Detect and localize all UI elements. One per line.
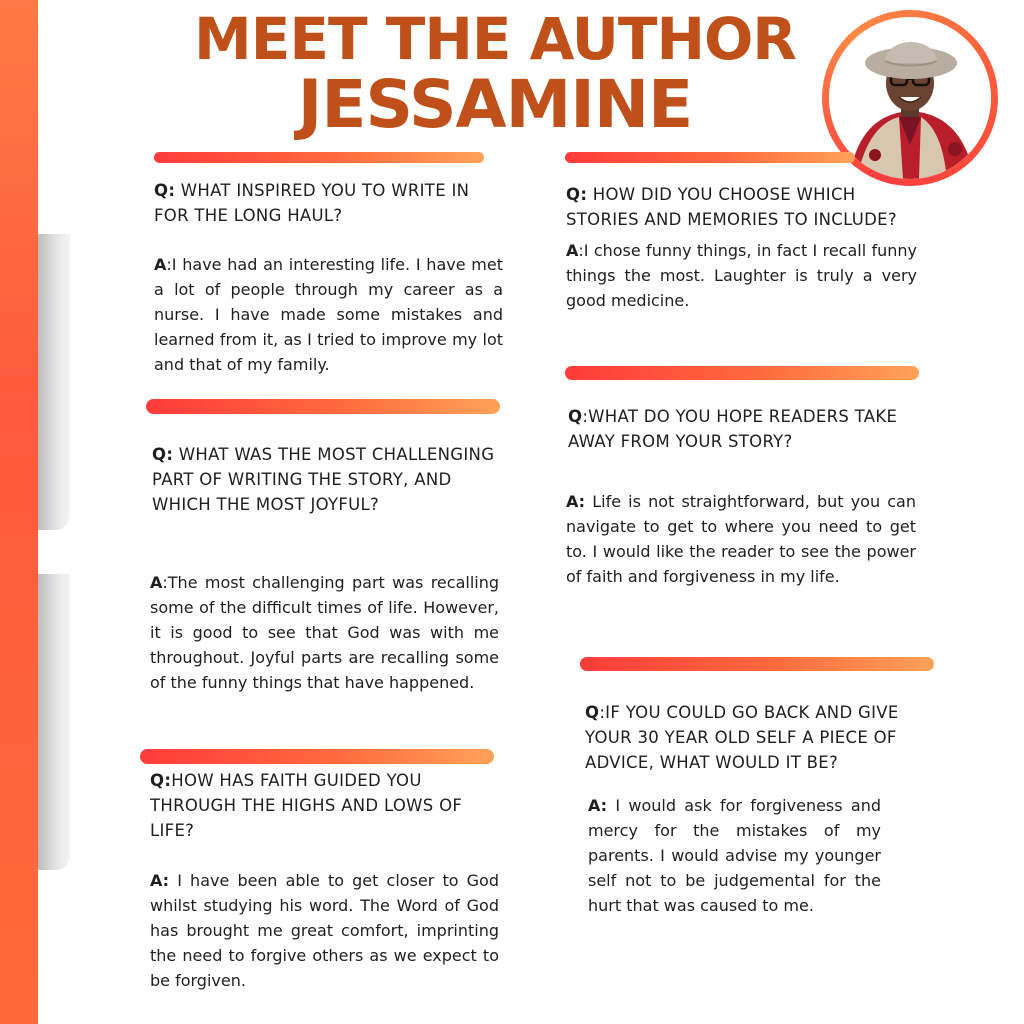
question-5-label: Q xyxy=(568,407,583,426)
answer-6-label: A: xyxy=(588,796,608,815)
answer-3-label: A: xyxy=(150,871,170,890)
author-name: JESSAMINE xyxy=(297,66,693,143)
question-2-text: WHAT WAS THE MOST CHALLENGING PART OF WRITING THE STORY, AND WHICH THE MOST JOYFUL? xyxy=(152,445,495,514)
question-1-text: WHAT INSPIRED YOU TO WRITE IN FOR THE LONG HAUL? xyxy=(154,181,470,225)
question-4-text: HOW DID YOU CHOOSE WHICH STORIES AND MEMORIES TO INCLUDE? xyxy=(566,185,897,229)
answer-2-text: :The most challenging part was recalling some of the difficult times of life. However, it is good to see that God was with me throughout. Joyful parts are recalling some of the funny things that have happened. xyxy=(150,573,499,692)
divider-bar-5 xyxy=(565,366,919,380)
answer-5-text: Life is not straightforward, but you can navigate to get to where you need to get to. I would like the reader to see the power of faith and forgiveness in my life. xyxy=(566,492,916,586)
answer-6-text: I would ask for forgiveness and mercy for the mistakes of my parents. I would advise my younger self not to be judgemental for the hurt that was caused to me. xyxy=(588,796,881,915)
answer-3 xyxy=(150,868,499,993)
question-5 xyxy=(568,404,914,454)
question-6 xyxy=(585,700,915,775)
shadow-tab-upper xyxy=(38,234,70,530)
answer-2-label: A xyxy=(150,573,163,592)
question-6-text: :IF YOU COULD GO BACK AND GIVE YOUR 30 YEAR OLD SELF A PIECE OF ADVICE, WHAT WOULD IT BE? xyxy=(585,703,899,772)
question-3-label: Q: xyxy=(150,771,172,790)
question-4-label: Q: xyxy=(566,185,588,204)
question-1 xyxy=(154,178,494,228)
question-2 xyxy=(152,442,500,517)
answer-5-label: A: xyxy=(566,492,586,511)
divider-bar-3 xyxy=(140,749,494,764)
divider-bar-4 xyxy=(565,152,855,163)
answer-5 xyxy=(566,489,916,589)
question-3-text: HOW HAS FAITH GUIDED YOU THROUGH THE HIGHS AND LOWS OF LIFE? xyxy=(150,771,463,840)
question-2-label: Q: xyxy=(152,445,174,464)
answer-1-text: :I have had an interesting life. I have met a lot of people through my career as a nurse. I have made some mistakes and learned from it, as I tried to improve my lot and that of my family. xyxy=(154,255,503,374)
question-5-text: :WHAT DO YOU HOPE READERS TAKE AWAY FROM YOUR STORY? xyxy=(568,407,898,451)
answer-1 xyxy=(154,252,503,377)
question-1-label: Q: xyxy=(154,181,176,200)
answer-3-text: I have been able to get closer to God whilst studying his word. The Word of God has brought me great comfort, imprinting the need to forgive others as we expect to be forgiven. xyxy=(150,871,499,990)
shadow-tab-lower xyxy=(38,574,70,870)
page-title: MEET THE AUTHOR xyxy=(194,5,796,73)
answer-2 xyxy=(150,570,499,695)
answer-6 xyxy=(588,793,881,918)
answer-4 xyxy=(566,238,917,313)
answer-1-label: A xyxy=(154,255,167,274)
question-4 xyxy=(566,182,920,232)
divider-bar-6 xyxy=(580,657,934,671)
answer-4-text: :I chose funny things, in fact I recall funny things the most. Laughter is truly a very good medicine. xyxy=(566,241,917,310)
left-accent-strip xyxy=(0,0,38,1024)
question-6-label: Q xyxy=(585,703,600,722)
divider-bar-2 xyxy=(146,399,500,414)
divider-bar-1 xyxy=(154,152,484,163)
answer-4-label: A xyxy=(566,241,579,260)
question-3 xyxy=(150,768,490,843)
